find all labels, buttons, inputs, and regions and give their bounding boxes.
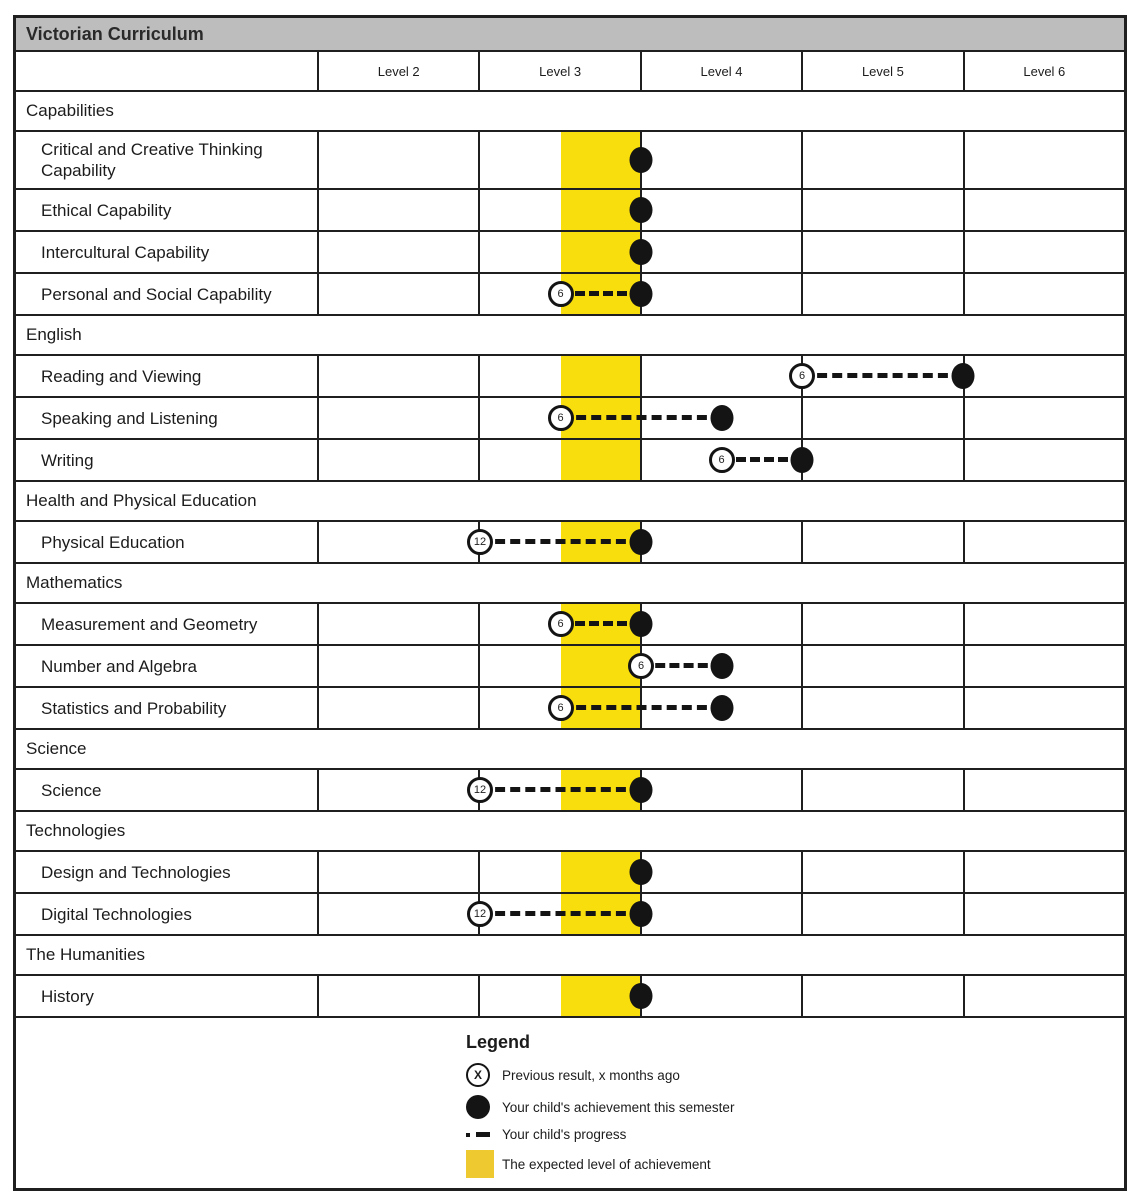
level-gridlines [319, 976, 1124, 1016]
legend-item-previous-result [466, 1063, 734, 1087]
curriculum-rows [16, 92, 1124, 1018]
level-gridlines [319, 274, 1124, 314]
previous-result-marker: 6 [548, 281, 574, 307]
previous-result-marker: 12 [467, 529, 493, 555]
name-column-spacer [16, 52, 319, 90]
levels-area [319, 190, 1124, 230]
row-label: Physical Education [16, 522, 319, 562]
levels-area [319, 604, 1124, 644]
levels-area [319, 894, 1124, 934]
levels-area [319, 976, 1124, 1016]
achievement-marker [710, 695, 733, 721]
previous-result-marker: 12 [467, 901, 493, 927]
subject-row [16, 440, 1124, 482]
level-gridlines [319, 190, 1124, 230]
section-header: Science [16, 730, 1124, 770]
legend-block [466, 1032, 734, 1186]
level-header-6: Level 6 [1023, 63, 1066, 79]
previous-result-marker: 6 [548, 611, 574, 637]
row-label: Writing [16, 440, 319, 480]
achievement-marker [630, 901, 653, 927]
level-gridlines [319, 356, 1124, 396]
row-label: Personal and Social Capability [16, 274, 319, 314]
section-header: Health and Physical Education [16, 482, 1124, 522]
section-header: The Humanities [16, 936, 1124, 976]
subject-row [16, 976, 1124, 1018]
achievement-marker [630, 281, 653, 307]
subject-row [16, 274, 1124, 316]
levels-area [319, 398, 1124, 438]
level-header-4: Level 4 [642, 52, 803, 90]
previous-result-marker: 12 [467, 777, 493, 803]
legend-item-progress [466, 1127, 734, 1142]
row-label: Number and Algebra [16, 646, 319, 686]
levels-area [319, 232, 1124, 272]
progress-dashed-line [802, 373, 963, 378]
achievement-marker [630, 859, 653, 885]
row-label: History [16, 976, 319, 1016]
achievement-marker [791, 447, 814, 473]
previous-result-icon: X [466, 1063, 496, 1087]
legend-cell [16, 1018, 1124, 1188]
row-label: Ethical Capability [16, 190, 319, 230]
level-header-3: Level 3 [480, 52, 641, 90]
level-gridlines [319, 852, 1124, 892]
levels-area [319, 522, 1124, 562]
report-title-bar [16, 18, 1124, 52]
subject-row [16, 646, 1124, 688]
levels-area [319, 356, 1124, 396]
levels-area [319, 688, 1124, 728]
legend-item-label: The expected level of achievement [502, 1156, 711, 1172]
subject-row [16, 852, 1124, 894]
previous-result-marker: 6 [789, 363, 815, 389]
row-label: Speaking and Listening [16, 398, 319, 438]
legend-item-label: Your child's achievement this semester [502, 1099, 735, 1115]
achievement-marker [630, 983, 653, 1009]
legend-title: Legend [466, 1032, 531, 1052]
legend-item-label: Previous result, x months ago [502, 1067, 680, 1083]
subject-row [16, 190, 1124, 232]
previous-result-marker: 6 [628, 653, 654, 679]
level-gridlines [319, 604, 1124, 644]
achievement-marker [630, 529, 653, 555]
progress-dashed-line [561, 705, 722, 710]
achievement-marker [630, 197, 653, 223]
levels-area [319, 646, 1124, 686]
previous-result-marker: 6 [548, 405, 574, 431]
row-label: Critical and Creative Thinking Capability [16, 132, 319, 188]
levels-area [319, 852, 1124, 892]
legend-item-expected-band [466, 1150, 734, 1178]
subject-row [16, 688, 1124, 730]
achievement-marker [710, 653, 733, 679]
progress-dashed-line [561, 415, 722, 420]
progress-dashed-line [480, 787, 641, 792]
legend-item-label: Your child's progress [502, 1127, 627, 1142]
row-label: Measurement and Geometry [16, 604, 319, 644]
subject-row [16, 356, 1124, 398]
achievement-marker [630, 147, 653, 173]
subject-row [16, 522, 1124, 564]
progress-dash-icon [466, 1132, 496, 1137]
achievement-marker [630, 777, 653, 803]
achievement-marker [630, 611, 653, 637]
achievement-dot-icon [466, 1095, 496, 1119]
level-header-2: Level 2 [319, 52, 480, 90]
levels-area [319, 132, 1124, 188]
subject-row [16, 132, 1124, 190]
previous-result-marker: 6 [548, 695, 574, 721]
level-gridlines [319, 132, 1124, 188]
row-label: Design and Technologies [16, 852, 319, 892]
section-header: English [16, 316, 1124, 356]
row-label: Science [16, 770, 319, 810]
report-title: Victorian Curriculum [26, 23, 204, 44]
subject-row [16, 894, 1124, 936]
legend-item-achievement [466, 1095, 734, 1119]
achievement-marker [630, 239, 653, 265]
row-label: Digital Technologies [16, 894, 319, 934]
section-header: Capabilities [16, 92, 1124, 132]
level-header-5: Level 5 [803, 52, 964, 90]
level-gridlines [319, 770, 1124, 810]
progress-dashed-line [480, 911, 641, 916]
subject-row [16, 232, 1124, 274]
levels-area [319, 274, 1124, 314]
level-gridlines [319, 232, 1124, 272]
section-header: Mathematics [16, 564, 1124, 604]
row-label: Intercultural Capability [16, 232, 319, 272]
level-gridlines [319, 894, 1124, 934]
row-label: Reading and Viewing [16, 356, 319, 396]
level-header-row [16, 52, 1124, 92]
subject-row [16, 770, 1124, 812]
previous-result-marker: 6 [709, 447, 735, 473]
expected-band-icon [466, 1150, 496, 1178]
subject-row [16, 604, 1124, 646]
section-header: Technologies [16, 812, 1124, 852]
levels-area [319, 440, 1124, 480]
level-gridlines [319, 522, 1124, 562]
progress-dashed-line [480, 539, 641, 544]
subject-row [16, 398, 1124, 440]
achievement-marker [952, 363, 975, 389]
levels-area [319, 770, 1124, 810]
row-label: Statistics and Probability [16, 688, 319, 728]
achievement-marker [710, 405, 733, 431]
victorian-curriculum-report [13, 15, 1127, 1191]
